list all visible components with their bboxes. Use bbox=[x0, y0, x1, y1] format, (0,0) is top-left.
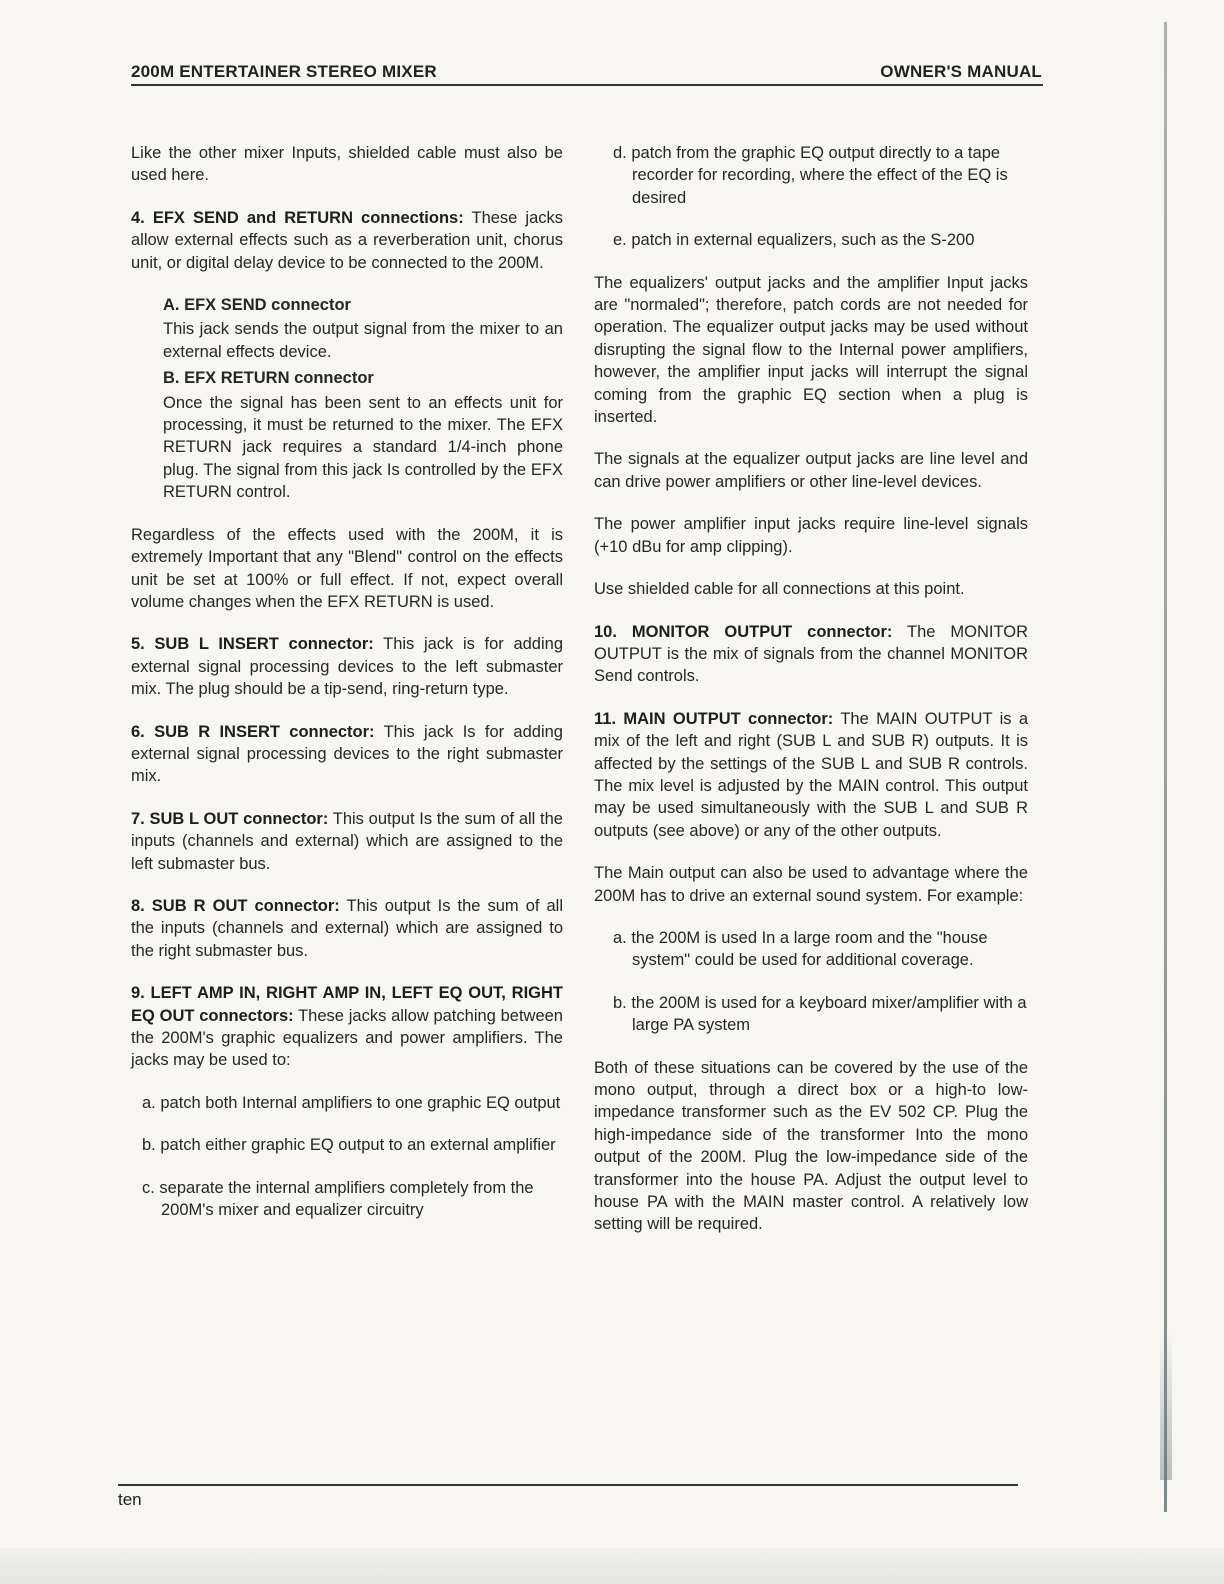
header-rule bbox=[131, 84, 1043, 86]
section-11 bbox=[594, 708, 1028, 842]
efx-return-body: Once the signal has been sent to an effects unit for processing, it must be returned to the mixer. The EFX RETURN jack requires a standard 1/4-inch phone plug. The signal from this jack Is controlled by the EFX RETURN control. bbox=[163, 393, 563, 502]
example-item-a: a. the 200M is used In a large room and the "house system" could be used for additional coverage. bbox=[613, 928, 988, 970]
section-4 bbox=[131, 207, 563, 274]
footer-rule bbox=[118, 1484, 1018, 1486]
page-number: ten bbox=[118, 1490, 142, 1509]
running-header-manual: OWNER'S MANUAL bbox=[880, 62, 1042, 81]
section-6-body: This jack Is for adding external signal processing devices to the right submaster mix. bbox=[131, 722, 563, 786]
section-9 bbox=[131, 982, 563, 1072]
normaled-paragraph: The equalizers' output jacks and the amplifier Input jacks are "normaled"; therefore, patch cords are not needed for operation. The equalizer output jacks may be used without disrupting the signal flow to the Internal power amplifiers, however, the amplifier input jacks will interrupt the signal coming from the graphic EQ section when a plug is inserted. bbox=[594, 273, 1028, 427]
section-9-body: These jacks allow patching between the 200M's graphic equalizers and power amplifiers. The jacks may be used to: bbox=[131, 1006, 563, 1070]
power-amp-paragraph: The power amplifier input jacks require line-level signals (+10 dBu for amp clipping). bbox=[594, 515, 1028, 556]
section-7-heading: 7. SUB L OUT connector: bbox=[131, 809, 329, 828]
section-8-body: This output Is the sum of all the inputs (channels and external) which are assigned to the right submaster bus. bbox=[131, 896, 563, 960]
right-column bbox=[594, 142, 1028, 1256]
section-7-body: This output Is the sum of all the inputs (channels and external) which are assigned to the left submaster bus. bbox=[131, 809, 563, 873]
section-10-body: The MONITOR OUTPUT is the mix of signals from the channel MONITOR Send controls. bbox=[594, 622, 1028, 686]
efx-send-body: This jack sends the output signal from the mixer to an external effects device. bbox=[163, 320, 563, 361]
left-column bbox=[131, 142, 563, 1241]
section-6 bbox=[131, 721, 563, 788]
intro-paragraph: Like the other mixer Inputs, shielded cable must also be used here. bbox=[131, 144, 563, 185]
section-10 bbox=[594, 621, 1028, 688]
list-item-b: b. patch either graphic EQ output to an external amplifier bbox=[142, 1136, 556, 1155]
both-situations-paragraph: Both of these situations can be covered by the use of the mono output, through a direct box or a high-to low-impedance transformer such as the EV 502 CP. Plug the high-impedance side of the transformer Into the mono output of the 200M. Plug the low-impedance side of the transformer into the house PA. Adjust the output level to house PA with the MAIN master control. A relatively low setting will be required. bbox=[594, 1058, 1028, 1234]
section-11-body: The MAIN OUTPUT is a mix of the left and right (SUB L and SUB R) outputs. It is affected by the settings of the SUB L and SUB R controls. The mix level is adjusted by the MAIN control. This output may be used simultaneously with the SUB L and SUB R outputs (see above) or any of the other outputs. bbox=[594, 709, 1028, 840]
regardless-paragraph: Regardless of the effects used with the 200M, it is extremely Important that any "Blend" control on the effects unit be set at 100% or full effect. If not, expect overall volume changes when the EFX RETURN is used. bbox=[131, 525, 563, 611]
section-5-body: This jack is for adding external signal processing devices to the left submaster mix. The plug should be a tip-send, ring-return type. bbox=[131, 635, 564, 699]
section-6-heading: 6. SUB R INSERT connector: bbox=[131, 722, 375, 741]
list-item-d: d. patch from the graphic EQ output directly to a tape recorder for recording, where the effect of the EQ is desired bbox=[613, 144, 1008, 207]
efx-send-heading: A. EFX SEND connector bbox=[163, 296, 351, 315]
signals-paragraph: The signals at the equalizer output jacks are line level and can drive power amplifiers or other line-level devices. bbox=[594, 450, 1028, 491]
section-8 bbox=[131, 895, 563, 962]
section-5 bbox=[131, 633, 563, 700]
page-edge-shadow bbox=[1160, 1330, 1172, 1480]
list-item-a: a. patch both Internal amplifiers to one graphic EQ output bbox=[142, 1093, 561, 1112]
page-edge bbox=[1164, 22, 1167, 1512]
running-header-title: 200M ENTERTAINER STEREO MIXER bbox=[131, 62, 437, 81]
section-9-heading: 9. LEFT AMP IN, RIGHT AMP IN, LEFT EQ OUT, RIGHT EQ OUT connectors: bbox=[131, 984, 563, 1025]
section-5-heading: 5. SUB L INSERT connector: bbox=[131, 635, 374, 654]
example-item-b: b. the 200M is used for a keyboard mixer/amplifier with a large PA system bbox=[613, 993, 1027, 1035]
bottom-shade bbox=[0, 1548, 1224, 1584]
shielded-paragraph: Use shielded cable for all connections at this point. bbox=[594, 580, 965, 599]
section-11-heading: 11. MAIN OUTPUT connector: bbox=[594, 709, 834, 728]
section-10-heading: 10. MONITOR OUTPUT connector: bbox=[594, 622, 893, 641]
section-8-heading: 8. SUB R OUT connector: bbox=[131, 896, 340, 915]
section-7 bbox=[131, 808, 563, 875]
section-4-body: These jacks allow external effects such as a reverberation unit, chorus unit, or digital delay device to be connected to the 200M. bbox=[131, 208, 563, 272]
section-4-heading: 4. EFX SEND and RETURN connections: bbox=[131, 208, 464, 227]
list-item-e: e. patch in external equalizers, such as the S-200 bbox=[613, 231, 975, 250]
efx-return-heading: B. EFX RETURN connector bbox=[163, 369, 374, 388]
list-item-c: c. separate the internal amplifiers completely from the 200M's mixer and equalizer circuitry bbox=[142, 1178, 534, 1220]
main-advantage-paragraph: The Main output can also be used to advantage where the 200M has to drive an external sound system. For example: bbox=[594, 864, 1028, 905]
